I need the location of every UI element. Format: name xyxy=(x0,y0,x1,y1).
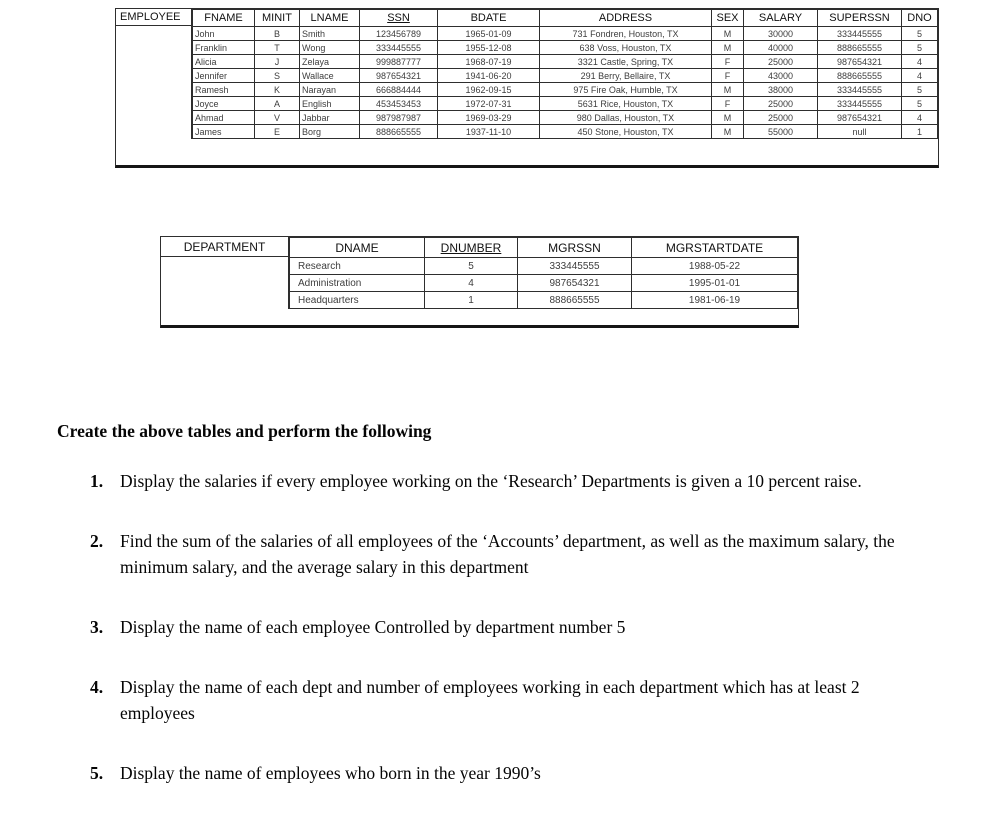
question-item xyxy=(57,760,907,786)
table-cell: 333445555 xyxy=(818,97,902,111)
table-cell: 4 xyxy=(425,275,518,292)
column-header: SEX xyxy=(712,10,744,27)
table-cell: 888665555 xyxy=(818,41,902,55)
table-name-cell: DEPARTMENT xyxy=(161,237,288,257)
table-cell: Jennifer xyxy=(193,69,255,83)
table-cell: 1968-07-19 xyxy=(438,55,540,69)
question-number: 4. xyxy=(90,677,104,697)
question-text: Find the sum of the salaries of all employees of the ‘Accounts’ department, as well as the maximum salary, the minimum salary, and the average salary in this department xyxy=(120,531,895,577)
column-header-primary-key: SSN xyxy=(360,10,438,27)
table-cell: 333445555 xyxy=(360,41,438,55)
table-cell: 333445555 xyxy=(818,27,902,41)
question-text: Display the name of employees who born in the year 1990’s xyxy=(120,763,541,783)
table-cell: 1981-06-19 xyxy=(632,292,798,309)
table-cell: 43000 xyxy=(744,69,818,83)
table-footer-strip xyxy=(116,139,938,165)
table-cell: 5 xyxy=(902,83,938,97)
table-cell: Jabbar xyxy=(300,111,360,125)
table-name-cell: EMPLOYEE xyxy=(116,9,191,26)
table-cell: 1995-01-01 xyxy=(632,275,798,292)
table-cell: Wallace xyxy=(300,69,360,83)
table-cell: Headquarters xyxy=(290,292,425,309)
employee-table-box xyxy=(115,8,939,168)
table-cell: 333445555 xyxy=(818,83,902,97)
department-table xyxy=(160,236,799,328)
table-row xyxy=(290,292,798,309)
table-cell: T xyxy=(255,41,300,55)
table-row xyxy=(193,97,938,111)
table-cell: 999887777 xyxy=(360,55,438,69)
table-cell: Wong xyxy=(300,41,360,55)
table-cell: 1 xyxy=(902,125,938,139)
question-number: 2. xyxy=(90,531,104,551)
table-cell: 1 xyxy=(425,292,518,309)
table-cell: F xyxy=(712,55,744,69)
table-cell: English xyxy=(300,97,360,111)
table-cell: M xyxy=(712,27,744,41)
table-cell: M xyxy=(712,41,744,55)
question-text: Display the name of each employee Controlled by department number 5 xyxy=(120,617,626,637)
table-cell: J xyxy=(255,55,300,69)
table-cell: Joyce xyxy=(193,97,255,111)
column-header: SUPERSSN xyxy=(818,10,902,27)
table-cell: Research xyxy=(290,258,425,275)
table-cell: 1969-03-29 xyxy=(438,111,540,125)
table-cell: Ahmad xyxy=(193,111,255,125)
question-text: Display the salaries if every employee working on the ‘Research’ Departments is given a 10 percent raise. xyxy=(120,471,862,491)
table-cell: 291 Berry, Bellaire, TX xyxy=(540,69,712,83)
table-cell: S xyxy=(255,69,300,83)
table-row xyxy=(193,41,938,55)
table-cell: Smith xyxy=(300,27,360,41)
question-number: 1. xyxy=(90,471,104,491)
table-cell: 5 xyxy=(902,27,938,41)
column-header: SALARY xyxy=(744,10,818,27)
table-row xyxy=(193,55,938,69)
table-cell: 123456789 xyxy=(360,27,438,41)
table-cell: 1962-09-15 xyxy=(438,83,540,97)
table-cell: F xyxy=(712,69,744,83)
table-cell: 30000 xyxy=(744,27,818,41)
table-cell: John xyxy=(193,27,255,41)
table-cell: 38000 xyxy=(744,83,818,97)
table-cell: 666884444 xyxy=(360,83,438,97)
table-cell: null xyxy=(818,125,902,139)
table-cell: Alicia xyxy=(193,55,255,69)
table-cell: 5 xyxy=(425,258,518,275)
table-cell: 1955-12-08 xyxy=(438,41,540,55)
table-cell: 980 Dallas, Houston, TX xyxy=(540,111,712,125)
table-cell: 25000 xyxy=(744,111,818,125)
table-cell: 1988-05-22 xyxy=(632,258,798,275)
table-cell: 1965-01-09 xyxy=(438,27,540,41)
table-cell: 333445555 xyxy=(518,258,632,275)
table-cell: 975 Fire Oak, Humble, TX xyxy=(540,83,712,97)
table-cell: 1972-07-31 xyxy=(438,97,540,111)
table-cell: V xyxy=(255,111,300,125)
table-row xyxy=(193,69,938,83)
table-cell: 40000 xyxy=(744,41,818,55)
instructions-heading: Create the above tables and perform the following xyxy=(57,421,432,441)
department-table-box xyxy=(160,236,799,328)
department-header-row xyxy=(290,238,798,258)
table-cell: 55000 xyxy=(744,125,818,139)
table-cell: M xyxy=(712,111,744,125)
table-cell: 1937-11-10 xyxy=(438,125,540,139)
table-cell: 987654321 xyxy=(518,275,632,292)
table-cell: Administration xyxy=(290,275,425,292)
employee-table-name-column xyxy=(116,9,192,139)
question-text: Display the name of each dept and number of employees working in each department which has at least 2 employees xyxy=(120,677,860,723)
table-cell: 5 xyxy=(902,97,938,111)
table-cell: 3321 Castle, Spring, TX xyxy=(540,55,712,69)
table-row xyxy=(193,125,938,139)
table-cell: 987987987 xyxy=(360,111,438,125)
table-cell: 1941-06-20 xyxy=(438,69,540,83)
table-cell: 638 Voss, Houston, TX xyxy=(540,41,712,55)
table-cell: 888665555 xyxy=(518,292,632,309)
question-item xyxy=(57,528,907,580)
table-cell: 25000 xyxy=(744,55,818,69)
question-number: 3. xyxy=(90,617,104,637)
table-cell: 5 xyxy=(902,41,938,55)
table-cell: 888665555 xyxy=(360,125,438,139)
column-header: ADDRESS xyxy=(540,10,712,27)
employee-table xyxy=(115,8,939,168)
table-name-empty-area xyxy=(116,26,191,139)
column-header: MINIT xyxy=(255,10,300,27)
column-header: MGRSSN xyxy=(518,238,632,258)
table-row xyxy=(290,258,798,275)
table-footer-strip xyxy=(161,309,798,325)
table-cell: Borg xyxy=(300,125,360,139)
table-cell: James xyxy=(193,125,255,139)
column-header-primary-key: DNUMBER xyxy=(425,238,518,258)
table-row xyxy=(193,27,938,41)
question-item xyxy=(57,614,907,640)
table-cell: K xyxy=(255,83,300,97)
column-header: DNO xyxy=(902,10,938,27)
table-cell: M xyxy=(712,125,744,139)
table-row xyxy=(290,275,798,292)
question-item xyxy=(57,674,907,726)
table-cell: E xyxy=(255,125,300,139)
column-header: MGRSTARTDATE xyxy=(632,238,798,258)
column-header: DNAME xyxy=(290,238,425,258)
table-cell: 4 xyxy=(902,111,938,125)
table-cell: Franklin xyxy=(193,41,255,55)
table-cell: 450 Stone, Houston, TX xyxy=(540,125,712,139)
table-cell: Zelaya xyxy=(300,55,360,69)
table-cell: 888665555 xyxy=(818,69,902,83)
table-cell: Narayan xyxy=(300,83,360,97)
employee-header-row xyxy=(193,10,938,27)
table-row xyxy=(193,111,938,125)
question-item xyxy=(57,468,907,494)
department-data-grid xyxy=(289,237,798,309)
column-header: FNAME xyxy=(193,10,255,27)
table-cell: 987654321 xyxy=(360,69,438,83)
department-table-name-column xyxy=(161,237,289,309)
table-cell: 453453453 xyxy=(360,97,438,111)
table-cell: A xyxy=(255,97,300,111)
table-cell: B xyxy=(255,27,300,41)
table-cell: 4 xyxy=(902,55,938,69)
table-cell: 4 xyxy=(902,69,938,83)
column-header: BDATE xyxy=(438,10,540,27)
employee-data-grid xyxy=(192,9,938,139)
table-row xyxy=(193,83,938,97)
table-name-empty-area xyxy=(161,257,288,309)
question-number: 5. xyxy=(90,763,104,783)
table-cell: 5631 Rice, Houston, TX xyxy=(540,97,712,111)
table-cell: Ramesh xyxy=(193,83,255,97)
table-cell: 25000 xyxy=(744,97,818,111)
table-cell: 987654321 xyxy=(818,55,902,69)
assignment-section xyxy=(57,418,907,820)
table-cell: F xyxy=(712,97,744,111)
table-cell: 987654321 xyxy=(818,111,902,125)
table-cell: M xyxy=(712,83,744,97)
column-header: LNAME xyxy=(300,10,360,27)
table-cell: 731 Fondren, Houston, TX xyxy=(540,27,712,41)
